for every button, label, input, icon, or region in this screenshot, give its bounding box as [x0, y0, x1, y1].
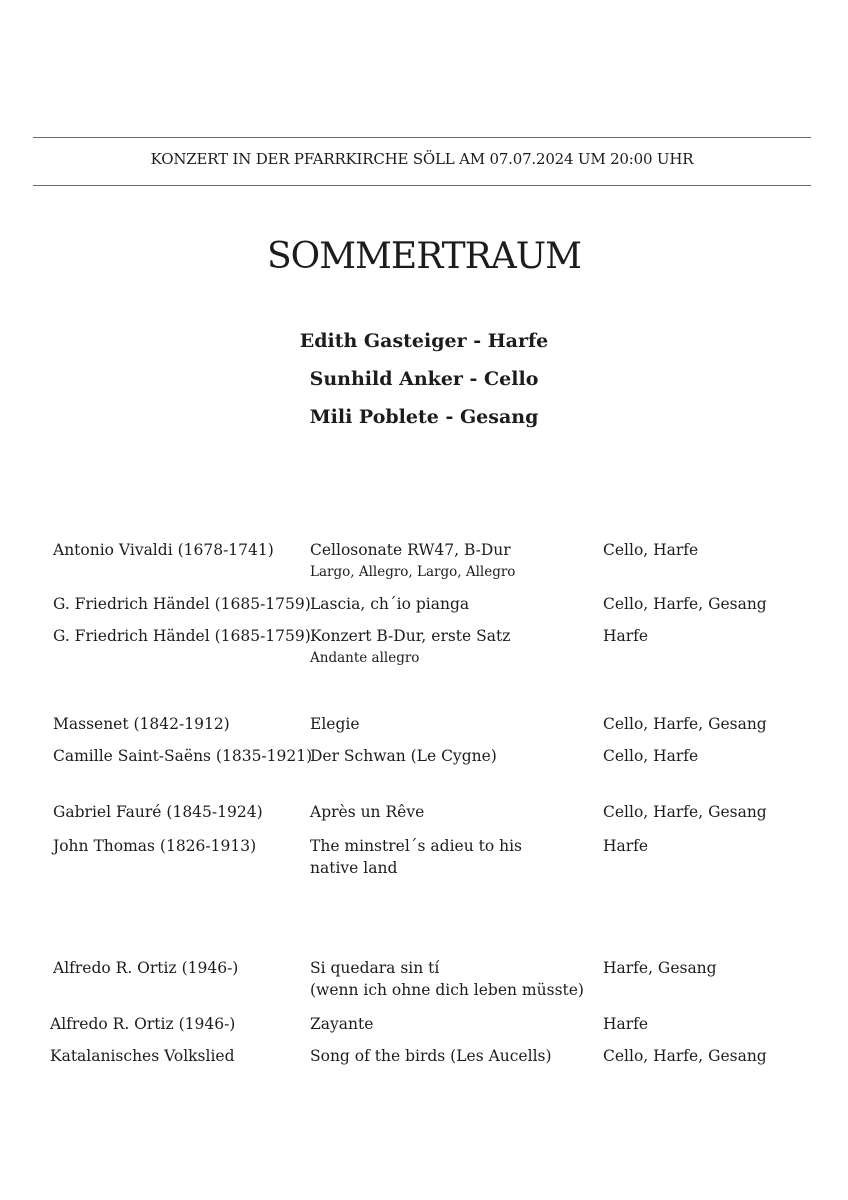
concert-header: KONZERT IN DER PFARRKIRCHE SÖLL AM 07.07.2024 UM 20:00 UHR: [150, 150, 694, 168]
composer: Gabriel Fauré (1845-1924): [53, 803, 263, 821]
work-title: Der Schwan (Le Cygne): [310, 747, 497, 765]
work-title: Lascia, ch´io pianga: [310, 595, 470, 613]
performer-vocal: Mili Poblete - Gesang: [309, 406, 539, 428]
work-movements: Andante allegro: [310, 650, 420, 666]
work: [310, 1045, 590, 1067]
work: [310, 957, 590, 1001]
work-title: Elegie: [310, 715, 360, 733]
work-title: Konzert B-Dur, erste Satz: [310, 627, 511, 645]
work-title: Cellosonate RW47, B-Dur: [310, 541, 511, 559]
instrumentation: Cello, Harfe, Gesang: [603, 1047, 767, 1065]
work: [310, 835, 590, 879]
work-title-continued: (wenn ich ohne dich leben müsste): [310, 981, 584, 999]
composer: Katalanisches Volkslied: [50, 1047, 235, 1065]
composer: Alfredo R. Ortiz (1946-): [53, 959, 239, 977]
work-title: Si quedara sin tí: [310, 959, 440, 977]
work: [310, 713, 590, 735]
instrumentation: Cello, Harfe: [603, 541, 699, 559]
header-bottom-rule: [33, 185, 811, 186]
instrumentation: Harfe: [603, 837, 649, 855]
performer-harp: Edith Gasteiger - Harfe: [299, 330, 549, 352]
work-title: Après un Rêve: [310, 803, 425, 821]
work-title: Zayante: [310, 1015, 374, 1033]
composer: Alfredo R. Ortiz (1946-): [50, 1015, 236, 1033]
composer: Antonio Vivaldi (1678-1741): [53, 541, 274, 559]
performer-cello: Sunhild Anker - Cello: [309, 368, 539, 390]
instrumentation: Harfe: [603, 627, 649, 645]
instrumentation: Cello, Harfe, Gesang: [603, 595, 767, 613]
composer: John Thomas (1826-1913): [53, 837, 257, 855]
work: [310, 801, 590, 823]
work: [310, 593, 590, 615]
work-movements: Largo, Allegro, Largo, Allegro: [310, 564, 516, 580]
work-title: The minstrel´s adieu to his: [310, 837, 522, 855]
work-title: Song of the birds (Les Aucells): [310, 1047, 552, 1065]
instrumentation: Harfe: [603, 1015, 649, 1033]
instrumentation: Cello, Harfe, Gesang: [603, 803, 767, 821]
concert-title: SOMMERTRAUM: [267, 236, 581, 277]
work: [310, 625, 590, 669]
composer: Massenet (1842-1912): [53, 715, 230, 733]
performers-list: [0, 325, 848, 439]
work: [310, 745, 590, 767]
work: [310, 539, 590, 583]
instrumentation: Harfe, Gesang: [603, 959, 717, 977]
composer: G. Friedrich Händel (1685-1759): [53, 595, 311, 613]
work-title-continued: native land: [310, 859, 398, 877]
composer: Camille Saint-Saëns (1835-1921): [53, 747, 313, 765]
composer: G. Friedrich Händel (1685-1759): [53, 627, 311, 645]
work: [310, 1013, 590, 1035]
instrumentation: Cello, Harfe: [603, 747, 699, 765]
header-top-rule: [33, 137, 811, 138]
instrumentation: Cello, Harfe, Gesang: [603, 715, 767, 733]
